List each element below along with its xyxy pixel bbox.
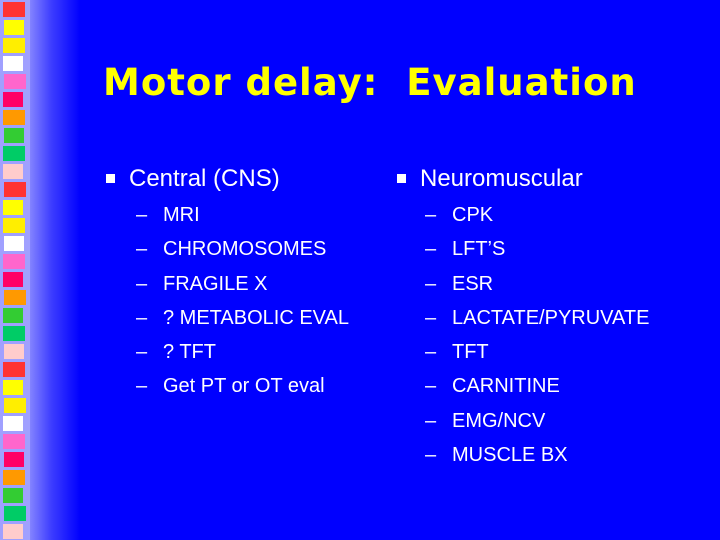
list-item-text: LACTATE/PYRUVATE [452,306,650,329]
stripe-cell [4,182,26,197]
dash-marker: – [425,409,437,432]
stripe-cell [3,110,25,125]
dash-marker: – [136,375,148,398]
list-item-text: ? TFT [163,341,216,364]
dash-marker: – [425,341,437,364]
list-item-text: CPK [452,204,494,226]
dash-marker: – [425,204,437,226]
stripe-cell [4,290,26,305]
stripe-cell [4,398,26,413]
stripe-cell [3,272,23,287]
list-item-text: MRI [163,204,200,226]
dash-marker: – [136,341,148,364]
bullet-square-neuromuscular [397,174,406,183]
stripe-cell [3,200,23,215]
stripe-cell [4,452,24,467]
stripe-cell [4,506,26,521]
stripe-shade [28,0,80,540]
dash-marker: – [425,375,437,398]
list-item-text: TFT [452,341,489,364]
list-item-text: CHROMOSOMES [163,238,327,261]
dash-marker: – [136,272,148,295]
dash-marker: – [136,306,148,329]
stripe-cell [3,2,25,17]
stripe-cell [3,434,25,449]
heading-neuromuscular: Neuromuscular [420,165,583,192]
stripe-cell [3,56,23,71]
stripe-cell [3,254,25,269]
list-item-text: FRAGILE X [163,272,268,295]
list-item-text: CARNITINE [452,375,560,398]
stripe-cell [3,380,23,395]
bullet-square-central [106,174,115,183]
decorative-stripe [0,0,80,540]
dash-marker: – [136,238,148,261]
list-item-text: LFT’S [452,238,506,261]
stripe-cell [4,236,24,251]
stripe-cell [4,20,24,35]
stripe-cell [3,488,23,503]
dash-marker: – [425,272,437,295]
list-item-text: Get PT or OT eval [163,375,325,398]
stripe-cell [3,470,25,485]
stripe-cell [3,92,23,107]
slide-title: Motor delay: Evaluation [103,61,637,104]
stripe-cell [3,146,25,161]
list-item-text: EMG/NCV [452,409,546,432]
stripe-cell [3,362,25,377]
stripe-cell [3,218,25,233]
stripe-cell [3,524,23,539]
stripe-cell [4,344,24,359]
dash-marker: – [425,306,437,329]
stripe-cell [3,308,23,323]
stripe-cell [4,74,26,89]
dash-marker: – [425,444,437,467]
dash-marker: – [136,204,148,226]
stripe-cell [3,38,25,53]
stripe-cell [4,128,24,143]
list-item-text: ? METABOLIC EVAL [163,306,349,329]
list-item-text: MUSCLE BX [452,444,568,467]
stripe-cell [3,164,23,179]
heading-central: Central (CNS) [129,165,280,192]
stripe-cell [3,326,25,341]
stripe-cell [3,416,23,431]
dash-marker: – [425,238,437,261]
list-item-text: ESR [452,272,494,295]
